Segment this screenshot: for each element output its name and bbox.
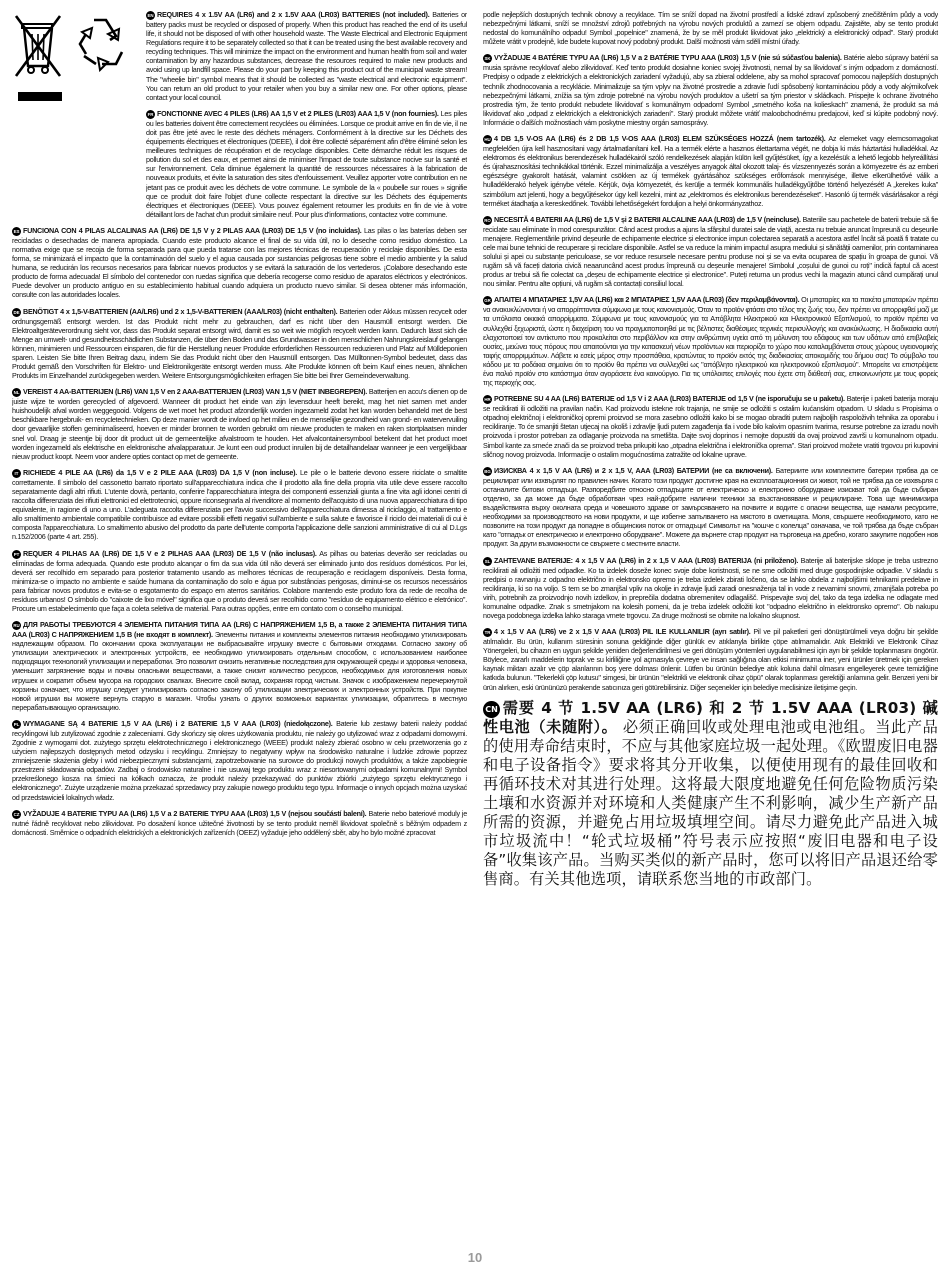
section-body: Batteries or battery packs must be recycled or disposed of properly. When this product has reached the end of its useful life, it should not be disposed of with other household waste. The Waste Electrical and Electronic Equipment Regulations require it to be separately collected so that it can be treated using the best available recovery and recycling techniques. This will minimize the impact on the environment and human health from soil and water contamination by any hazardous substances, decrease the resources required to make new products and avoid using up landfill space. Please do your part by keeping this product out of the municipal waste stream! The "wheelie bin" symbol means that it should be collected as "waste electrical and electronic equipment". You can return an old product to your retailer when you buy a similar new one. For other options, please contact your local council. (146, 10, 467, 102)
section-body: Οι μπαταρίες και τα πακέτα μπαταριών πρέπει να ανακυκλώνονται ή να απορρίπτονται σύμφωνα με τους κανονισμούς. Όταν το προϊόν φτάσει στο τέλος της ζωής του, δεν πρέπει να απορριφθεί μαζί με τα υπόλοιπα οικιακά απορρίμματα. Σύμφωνα με τους κανονισμούς για τα Απόβλητα Ηλεκτρικού και Ηλεκτρονικού Εξοπλισμού, το προϊόν πρέπει να συλλεχθεί ξεχωριστά, ώστε η διαχείριση του να πραγματοποιηθεί με τις βέλτιστες διαθέσιμες τεχνικές περισυλλογής και ανακύκλωσης. Η διαδικασία αυτή ελαχιστοποιεί τον αντίκτυπο που προκαλείται στο περιβάλλον και στην ανθρώπινη υγεία από τη μόλυνση του εδάφους και των υδάτων από επιβλαβείς ουσίες, μειώνει τους πόρους που απαιτούνται για την κατασκευή νέων προϊόντων και περιορίζει το χώρο που καταλαμβάνεται στους χώρους υγειονομικής ταφής απορριμμάτων. Λάβετε κι εσείς μέρος στην προσπάθεια, κρατώντας το προϊόν εκτός της διαδικασίας αποκομιδής του δήμου σας! Το σύμβολο του κάδου με τα ροδάκια σημαίνει ότι το προϊόν θα πρέπει να συλλεχθεί ως "απόβλητο ηλεκτρικού και ηλεκτρονικού εξοπλισμού". Μπορείτε να επιστρέψετε ένα παλιό προϊόν στο κατάστημα όταν αγοράσετε ένα καινούργιο. Για τις υπόλοιπες επιλογές που έχετε στη διάθεσή σας, επικοινωνήστε με τους φορείς της περιοχής σας. (483, 295, 938, 388)
section-heading: POTREBNE SU 4 AA (LR6) BATERIJE od 1,5 V i 2 AAA (LR03) BATERIJE od 1,5 V (ne isporučuju se u paketu). (494, 394, 845, 404)
section-tr (483, 627, 938, 692)
section-heading: 4 DB 1,5 V-OS AA (LR6) és 2 DB 1,5 V-OS AAA (LR03) ELEM SZÜKSÉGES HOZZÁ (nem tartozék). (494, 134, 826, 144)
section-heading: FUNCIONA CON 4 PILAS ALCALINAS AA (LR6) DE 1,5 V y 2 PILAS AAA (LR03) DE 1,5 V (no incluidas). (23, 225, 362, 235)
section-en (146, 10, 467, 102)
section-pt (12, 549, 467, 614)
black-bar-symbol (18, 92, 62, 101)
section-body: Элементы питания и комплекты элементов питания необходимо утилизировать надлежащим образом. По окончании срока эксплуатации не выбрасывайте игрушку вместе с бытовыми отходами. Согласно закону об утилизации электрических и электронных устройств, ее необходимо утилизировать отдельным способом, с использованием наиболее подходящих технологий утилизации и переработки. Это позволит снизить негативные последствия для окружающей среды и здоровья человека, уменьшит загрязнение воды и почвы опасными веществами, а также снизит количество ресурсов, необходимых для изготовления новых игрушек и сократит объем мусора на городских свалках. Внесите свой вклад, сохраняя город чистым. Значок с изображением перечеркнутой корзины означает, что игрушку следует утилизировать согласно закону об утилизации электрических и электронных устройств. При покупке новой игрушки вы можете вернуть старую в магазин. Чтобы узнать о других возможных вариантах утилизации, обратитесь в местную перерабатывающую организацию. (12, 630, 467, 712)
section-body: Baterije i paketi baterija moraju se reciklirati ili odložiti na pravilan način. Kad proizvodu istekne rok trajanja, ne smije se odložiti s ostalim kućanskim otpadom. U skladu s Propisima o otpadnoj električnoj i elektroničkoj opremi proizvod se mora zasebno odložiti kako bi se mogao obraditi putem najboljih raspoloživih tehnika za oporabu i recikliranje. To će smanjiti štetan utjecaj na okoliš i zdravlje ljudi putem zagađenja tla i vode bilo kakvim opasnim tvarima, resurse potrebne za izradu novih proizvoda i prostor potreban za odlaganje proizvoda na smetlišta. Dajte svoj doprinos i nemojte dopustiti da ovaj proizvod završi u komunalnom otpadu. Simbol kante za smeće znači da se proizvod treba prikupiti kao „otpadna električna i elektronička oprema". Stari proizvod možete vratiti trgovcu pri kupovini sličnog novog proizvoda. Informacije o ostalim mogućnostima zatražite od lokalne uprave. (483, 394, 938, 459)
section-cz (12, 809, 467, 837)
section-pl (12, 719, 467, 802)
section-heading: FONCTIONNE AVEC 4 PILES (LR6) AA 1,5 V et 2 PILES (LR03) AAA 1,5 V (non fournies). (157, 108, 439, 118)
language-badge: TR (484, 630, 491, 636)
language-badge: IT (12, 469, 21, 478)
section-heading: ZAHTEVANE BATERIJE: 4 x 1,5 V AA (LR6) in 2 x 1,5 V AAA (LR03) BATERIJA (ni priloženo). (494, 555, 799, 565)
section-body: Baterie nebo bateriové moduly je nutné řádně recyklovat nebo zlikvidovat. Po dosažení konce užitečné životnosti by se tento produkt neměl likvidovat společně s běžným odpadem z domácnosti. Směrnice o odpadních elektrických a elektronických zařízeních (OEEZ) vyžaduje jeho oddělený sběr, aby ho bylo možné zpracovat (12, 808, 467, 837)
section-hu (483, 134, 938, 208)
language-badge: SK (484, 56, 491, 62)
language-badge: SL (484, 558, 491, 564)
section-body: Batérie alebo súpravy batérií sa musia správne recyklovať alebo zlikvidovať. Keď tento produkt dosiahne koniec svojej životnosti, nemal by sa likvidovať s iným odpadom z domácností. Predpisy o odpade z elektrických a elektronických zariadení vyžadujú, aby sa zbieral oddelene, aby sa mohol spracovať pomocou najlepších dostupných techník zhodnocovania a recyklácie. Minimalizuje sa tým vplyv na životné prostredie a zdravie ľudí spôsobený kontamináciou pôdy a vody akýmikoľvek nebezpečnými látkami, znížia sa tým zdroje potrebné na výrobu nových produktov a ušetrí sa tým priestor v skládkach. Prispejte k ochrane životného prostredia tým, že tento produkt nebudete likvidovať s komunálnym odpadom! Symbol „smetného koša na kolieskach" znamená, že produkt sa má likvidovať ako „odpad z elektrických a elektronických zariadení". Starý produkt môžete vrátiť maloobchodnému predajcovi, keď si kúpite podobný nový. Informácie o ďalších možnostiach vám poskytne miestny orgán samosprávy. (483, 53, 938, 127)
language-badge: NL (13, 390, 20, 396)
language-badge: RO (484, 217, 491, 223)
section-body: Az elemeket vagy elemcsomagokat megfelelően újra kell hasznosítani vagy ártalmatlanítani kell. Ha a termék elérte a hasznos élettartama végét, ne dobja ki más háztartási hulladékkal. Az elektromos és elektronikus berendezések hulladékairól szóló rendelkezések alapján külön kell gyűjtésüket, így a kezelésük a lehető legjobb helyreállítási és újrahasznosítási technikákkal történik. Ezzel minimalizálja a veszélyes anyagok által okozott talaj- és vízszennyezés során a környezetre és az emberi egészségre gyakorolt hatását, valamint csökken az új termékek gyártásához szükséges erőforrások mennyisége, illetve elkerülhetővé válik a hulladéklerakó helyek igénybe vétele. Kérjük, övja környezetét, és kerülje a termék kommunális hulladékgyűjtőbe történő helyezését! A „kerekes kuka" szimbólum azt jelenti, hogy a begyűjtésekor úgy kell kezelni, mint az „elektromos és elektronikus berendezéseket". Hasonló új termék vásárlásakor a régi terméket átadhatja a kereskedőnek. További lehetőségekért forduljon a helyi önkormányzathoz. (483, 134, 938, 208)
section-fr (146, 109, 467, 219)
section-ro (483, 215, 938, 289)
section-heading: 4 x 1,5 V AA (LR6) ve 2 x 1,5 V AAA (LR03) PIL ILE KULLANILIR (ayrı satılır). (494, 627, 751, 637)
language-badge: CN (483, 701, 500, 718)
left-column (12, 10, 467, 844)
section-body: Les piles ou les batteries doivent être correctement recyclées ou éliminées. Lorsque ce produit arrive en fin de vie, il ne doit pas être jeté avec le reste des déchets ménagers. Conformément à la directive sur les Déchets des équipements électriques et électroniques (DEEE), il doit être collecté séparément afin d'être éliminé selon les meilleures techniques de récupération et de recyclage disponibles. Cette démarche réduit les risques de pollution du sol et des eaux, et permet ainsi de minimiser l'impact de toute substance nocive sur la santé et sur l'environnement. Cela diminue également la quantité de ressources nécessaires à la fabrication de nouveaux produits, et évite la saturation des sites d'enfouissement. Veuillez apporter votre contribution en ne jetant pas ce produit avec les déchets de votre commune. Le symbole de la « poubelle sur roues » signifie que ce produit doit faire l'objet d'une collecte respectant la directive sur les Déchets des équipements électriques et électroniques (DEEE). Vous pouvez également retourner les produits en fin de vie à votre détaillant lors de l'achat d'un produit similaire neuf. Pour plus d'informations, contactez votre commune. (146, 108, 467, 219)
section-heading: ДЛЯ РАБОТЫ ТРЕБУЮТСЯ 4 ЭЛЕМЕНТА ПИТАНИЯ ТИПА AA (LR6) С НАПРЯЖЕНИЕМ 1,5 В, а также 2 ЭЛЕМЕНТА ПИТАНИЯ ТИПА AAA (LR03) С НАПРЯЖЕНИЕМ 1,5 В (не входят в комплект). (12, 620, 467, 640)
section-hr (483, 394, 938, 459)
section-heading: ИЗИСКВА 4 x 1,5 V AA (LR6) и 2 x 1,5 V, AAA (LR03) БАТЕРИИ (не са включени). (494, 465, 773, 475)
language-badge: RU (13, 623, 20, 629)
language-badge: DE (13, 309, 20, 315)
section-body: Las pilas o las baterías deben ser recicladas o desechadas de manera apropiada. Cuando este producto alcance el final de su vida útil, no lo deseche como residuo doméstico. La normativa exige que se recoja de forma separada para que pueda tratarse con las mejores técnicas de recuperación y reciclaje disponibles. De esta forma, se minimizará el impacto que la contaminación del suelo y el agua causada por sustancias peligrosas tiene sobre el medio ambiente y la salud humana, se reducirán los recursos necesarios para fabricar nuevos productos y se evitará la saturación de los vertederos. ¡Colabore desechando este producto de forma adecuada! El símbolo del contenedor con ruedas significa que debería recogerse como residuo de aparatos eléctricos y electrónicos. Puede devolver un producto antiguo en su establecimiento habitual cuando adquiera un producto nuevo similar. Si desea obtener más información, consulte con las autoridades locales. (12, 225, 467, 300)
recycling-icon (72, 12, 130, 72)
section-heading: VYŽADUJE 4 BATERIE TYPU AA (LR6) 1,5 V a 2 BATERIE TYPU AAA (LR03) 1,5 V (nejsou součástí balení). (23, 808, 367, 818)
section-body: 必须正确回收或处理电池或电池组。当此产品的使用寿命结束时，不应与其他家庭垃圾一起处理。《欧盟废旧电器和电子设备指令》要求将其分开收集，以便使用现有的最佳回收和再循环技术对其进行处理。这将最大限度地避免任何危险物质污染土壤和水资源并对环境和人类健康产生不利影响，减少生产新产品所需的资源，并避免占用垃圾填埋空间。请尽力避免此产品进入城市垃圾流中！“轮式垃圾桶”符号表示应按照“废旧电器和电子设备”收集该产品。当购买类似的新产品时，您可以将旧产品退还给零售商。有关其他选项，请联系您当地的市政部门。 (483, 717, 938, 888)
section-continued (483, 10, 938, 46)
section-de (12, 307, 467, 381)
language-badge: PT (13, 551, 20, 557)
section-body: Bateriile sau pachetele de baterii trebuie să fie reciclate sau eliminate în mod corespunzător. Când acest produs a ajuns la sfârșitul duratei sale de viață, acesta nu trebuie aruncat împreună cu deșeurile menajere. Reglementările privind deșeurile de echipamente electrice și electronice impun colectarea separată a acestora astfel încât să poată fi tratate cu cele mai bune tehnici de recuperare și reciclare disponibile. Astfel se va reduce la minim impactul asupra mediului și sănătății oamenilor, prin contaminarea solului și apei cu substanțe periculoase, se vor reduce resursele necesare pentru produse noi și se va evita ocuparea de spațiu în groapa de gunoi. Vă rugăm să vă faceți datoria civică neaaruncând acest produs împreună cu deșeurile menajere! Simbolul „coșului de gunoi cu roți" indică faptul că acest produs ar trebui să fie colectat ca „deșeu de echipamente electrice și electronice". Puteți returna un produs vechi la magazin atunci când cumpărați unul nou similar. Pentru alte opțiuni, vă rugăm să contactați consiliul local. (483, 214, 938, 289)
section-sk (483, 53, 938, 127)
page-number: 10 (467, 1250, 483, 1265)
section-gr (483, 295, 938, 387)
right-column (483, 10, 938, 896)
section-nl (12, 387, 467, 461)
language-badge: HR (484, 397, 491, 403)
crossed-out-wheelie-bin-icon (14, 14, 68, 86)
section-body: Le pile o le batterie devono essere riciclate o smaltite correttamente. Il simbolo del cassonetto barrato riportato sull'apparecchiatura indica che il prodotto alla fine della propria vita utile deve essere raccolto separatamente dagli altri rifiuti. L'utente dovrà, pertanto, conferire l'apparecchiatura integra dei componenti essenziali giunta a fine vita agli idonei centri di raccolta differenziata dei rifiuti elettronici ed elettrotecnici, oppure riconsegnarla al rivenditore al momento dell'acquisto di una nuova apparecchiatura di tipo equivalente, in ragione di uno a uno. L'adeguata raccolta differenziata per l'avvio successivo dell'apparecchiatura dimessa al riciclaggio, al trattamento e allo smaltimento ambientale compatibile contribuisce ad evitare possibili effetti negativi sull'ambiente e sulla salute e favorisce il riciclo dei materiali di cui è composta l'apparecchiatura. Lo smaltimento abusivo del prodotto da parte dell'utente comporta l'applicazione delle sanzioni amministrative di cui al D.Lgs n.152/2006 (parte 4 art. 255). (12, 467, 467, 542)
language-badge: HU (484, 137, 491, 143)
section-heading: REQUER 4 PILHAS AA (LR6) DE 1,5 V e 2 PILHAS AAA (LR03) DE 1,5 V (não inclusas). (23, 548, 317, 558)
section-heading: VYŽADUJE 4 BATÉRIE TYPU AA (LR6) 1,5 V a 2 BATÉRIE TYPU AAA (LR03) 1,5 V (nie sú súčasťou balenia). (494, 53, 842, 63)
language-badge: FR (147, 111, 154, 117)
section-body: Baterije ali baterijske sklope je treba ustrezno reciklirati ali odložiti med odpadke. Ko ta izdelek doseže konec svoje dobe koristnosti, se ne sme odložiti med druge gospodinjske odpadke. V skladu s predpisi o ravnanju z odpadno električno in elektronsko opremo je treba izdelek zbirati ločeno, da se lahko obdela z najboljšimi tehnikami predelave in recikliranja, ki so na voljo. S tem se bo zmanjšal vpliv na okolje in zdravje ljudi zaradi onesnaženja tal in vode z nevarnimi snovmi, zmanjšala potreba po virih, potrebnih za proizvodnjo novih izdelkov, in preprečila dodatna obremenitev odlagališč. Prispevajte svoj del, tako da tega izdelka ne odlagate med komunalne odpadke. Znak s smetnjakom na kolesih pomeni, da je treba izdelek odložiti kot "odpadno električno in elektronsko opremo". Ob nakupu novega podobnega izdelka lahko staraga vrnete trgovcu. Za druge možnosti se obrnite na lokalno skupnost. (483, 555, 938, 620)
section-heading: VEREIST 4 AA-BATTERIJEN (LR6) VAN 1,5 V en 2 AAA-BATTERIJEN (LR03) VAN 1,5 V (NIET INBEGREPEN). (23, 387, 368, 397)
disposal-symbols (12, 10, 140, 108)
section-body: Baterie lub zestawy baterii należy poddać recyklingowi lub zutylizować zgodnie z zaleceniami. Gdy skończy się okres użytkowania produktu, nie należy go utylizować wraz z odpadami domowymi. Zgodnie z wymogami dot. zużytego sprzętu elektrotechnicznego i elektronicznego (WEEE) produkt należy zbierać osobno w celu przetworzenia go z użyciem najlepszych dostępnych metod odzysku i recyklingu. Zmniejszy to negatywny wpływ na środowisko naturalne i ludzkie zdrowie poprzez zmniejszenie skażenia gleby i wód niebezpiecznymi substancjami, zapotrzebowanie na surowce do produkcji nowych produktów, a także zapobiegnie przestrzeni składowania odpadów. Zadbaj o środowisko naturalne i nie usuwaj tego produktu wraz z niesortowanymi odpadami komunalnymi! Symbol przekreślonego kosza na śmieci na kółkach oznacza, że produkt należy przekazywać do punktów zbiórki „zużytego sprzętu elektrycznego i elektronicznego". Zużyte urządzenie można przekazać sprzedawcy przy zakupie nowego produktu tego typu. Informacje o innych opcjach można uzyskać od przedstawicieli lokalnych władz. (12, 718, 467, 802)
language-badge: EN (147, 13, 154, 18)
section-body: Pil ve pil paketleri geri dönüştürülmeli veya doğru bir şekilde atılmalıdır. Bu ürün, kullanım süresinin sonuna geldiğinde diğer günlük ev atıklarıyla birlikte çöpe atılmamalıdır. Atık Elektrikli ve Elektronik Cihaz Yönergeleri, bu cihazın en uygun şekilde yeniden değerlendirilmesi ve geri dönüşüm yöntemleri uygulanabilmesi için ayrı bir şekilde toplanmasını öngörür. Böylece, zararlı maddelerin toprak ve su kirliliğine yol açmasıyla çevreye ve insan sağlığına olan etkisi minimuma iner, yeni ürünler üretmek için gereken kaynak miktarı azalır ve çöp alanlarının boş yere dolması önlenir. Lütfen bu ürünün belediye atık koluna dahil olmasını engelleyerek çevre temizliğine katkıda bulunun. "Tekerlekli çöp kutusu" simgesi, bir ürünün "elektrikli ve elektronik cihaz çöpü" olarak toplanması gerektiği anlamına gelir. Benzeri yeni bir ürün alırken, eski ürününüzü perakende satıcınıza geri götürebilirsiniz. Diğer seçenekler için belediye meclisinize iletişime geçin. (483, 627, 938, 692)
section-body: Батериите или комплектите батерии трябва да се рециклират или изхвърлят по правилен начин. Когато този продукт достигне края на експлоатационния си живот, той не трябва да се изхвърля с останалите битови отпадъци. Разпоредбите относно отпадъците от електрическо и електронно оборудване изискват той да бъде събиран отделно, за да може да бъде обработван чрез най-добрите налични техники за възстановяване и рециклиране. Това ще минимизира въздействията върху околната среда и човешкото здраве от замърсяването на почвите и водите с опасни вещества, ще намали ресурсите, необходими за производството на нови продукти, и ще избегне запълването на мястото в сметищата. Моля, свършете необходимото, като не позволите на този продукт да попадне в общинския поток от отпадъци! Символът на "кошче с колелца" означава, че той трябва да бъде събран като "отпадък от електрическо и електронно оборудване". Можете да върнете стар продукт на търговеца на дребно, когато закупите подобен нов продукт. За други възможности се свържете с местните власти. (483, 465, 938, 549)
section-heading: NECESITĂ 4 BATERII AA (LR6) de 1,5 V și 2 BATERII ALCALINE AAA (LR03) de 1,5 V (neincluse). (494, 214, 801, 224)
language-badge: ES (13, 228, 20, 234)
section-heading: 需要 4 节 1.5V AA (LR6) 和 2 节 1.5V AAA (LR03) 碱性电池（未随附）。 (483, 698, 938, 736)
section-heading: BENÖTIGT 4 x 1,5-V-BATTERIEN (AA/LR6) und 2 x 1,5-V-BATTERIEN (AAA/LR03) (nicht enthalten). (23, 306, 338, 316)
section-bg (483, 466, 938, 549)
section-cn (483, 699, 938, 889)
section-ru (12, 620, 467, 712)
section-heading: ΑΠΑΙΤΕΙ 4 ΜΠΑΤΑΡΙΕΣ 1,5V AA (LR6) και 2 ΜΠΑΤΑΡΙΕΣ 1,5V AAA (LR03) (δεν περιλαμβάνονται). (494, 295, 800, 305)
section-es (12, 226, 467, 300)
section-body: podle nejlepších dostupných technik obnovy a recyklace. Tím se sníží dopad na životní prostředí a lidské zdraví způsobený znečištěním půdy a vody nebezpečnými látkami, sníží se množství zdrojů potřebných na výrobu nových produktů a zamezí se objem odpadu. Zajistěte, aby se tento produkt nedostal do komunálního odpadu! Symbol „popelnice" znamená, že by se měl produkt likvidovat jako „elektrický a elektronický odpad". Starý produkt můžete vrátit v prodejně, kde budete kupovat nový podobný produkt. Další možnosti vám sdělí místní úřady. (483, 10, 938, 47)
language-badge: PL (13, 721, 20, 727)
section-body: Batterien oder Akkus müssen recycelt oder ordnungsgemäß entsorgt werden. Ist das Produkt nicht mehr zu gebrauchen, darf es nicht über den Hausmüll entsorgt werden. Die Elektroaltgeräteverordnung sieht vor, dass das Produkt separat entsorgt wird, damit es so weit wie möglich recycelt werden kann. Dadurch lässt sich die Menge an umwelt- und gesundheitsschädlichen Substanzen, die über den Boden und das Grundwasser in den menschlichen Nahrungskreislauf gelangen können, minimieren und Ressourcen einsparen, die für die Herstellung neuer Produkte erforderlichen Ressourcen reduzieren und Platz auf Mülldeponien sparen. Leisten Sie bitte Ihren Beitrag dazu, indem Sie das Produkt nicht über den Hausmüll entsorgen. Das Mülltonnen-Symbol bedeutet, dass das Produkt gemäß den Vorschriften für Elektro- und Elektronikgeräte entsorgt werden muss. Alte Produkte können oft beim Kauf eines neuen, ähnlichen Produkts im Einzelhandel zurückgegeben werden. Weitere Entsorgungsmöglichkeiten erfragen Sie bitte bei Ihrer Gemeindeverwaltung. (12, 306, 467, 381)
language-badge: CZ (13, 811, 20, 817)
section-it (12, 468, 467, 542)
section-body: Batterijen en accu's dienen op de juiste wijze te worden gerecycled of afgevoerd. Wanneer dit product het einde van zijn levensduur heeft bereikt, mag het niet samen met ander huishoudelijk afval worden weggegooid. Volgens de wet moet het product afzonderlijk worden ingezameld zodat het kan worden behandeld met de best beschikbare hergebruik- en recycletechnieken. Op deze manier wordt de invloed op het milieu en de menselijke gezondheid van grond- en watervervuiling door gevaarlijke stoffen geminimaliseerd, hoeven er minder bronnen te worden gebruikt om nieuwe producten te maken en raken stortplaatsen minder snel vol. Draag je steentje bij door dit product uit de gemeentelijke afvalstroom te houden. Het afvalcontainersymbool betekent dat het product moet worden ingezameld als elektrische en elektronische afvalapparatuur. Je kunt een oud product inruilen bij de detailhandelaar wanneer je een vergelijkbaar nieuw product koopt. Neem voor andere opties contact op met de gemeente. (12, 387, 467, 461)
section-heading: WYMAGANE SĄ 4 BATERIE 1,5 V AA (LR6) i 2 BATERIE 1,5 V AAA (LR03) (niedołączone). (23, 718, 333, 728)
language-badge: BG (484, 468, 491, 474)
section-body: As pilhas ou baterias deverão ser recicladas ou eliminadas de forma adequada. Quando este produto alcançar o fim da sua vida útil não deverá ser eliminado junto dos resíduos domésticos. Por lei, deverá ser recolhido em separado para posterior tratamento usando as melhores técnicas de recuperação e reciclagem disponíveis. Desta forma, minimiza-se o impacto no ambiente e saúde humana da contaminação do solo e água por substâncias perigosas, diminui-se os recursos necessários para fabricar novos produtos e evita-se o esgotamento do espaço em aterros sanitários. Colabore mantendo este produto fora da rede de recolha de resíduos urbanos! O símbolo do "caixote de lixo móvel" significa que o produto deverá ser recolhido como "resíduo de equipamento elétrico e eletrónico". Procure um estabelecimento que faça a coleta seletiva de material. Para outras opções, entre em contato com o conselho municipal. (12, 548, 467, 613)
section-sl (483, 556, 938, 621)
section-heading: REQUIRES 4 x 1.5V AA (LR6) and 2 x 1.5V AAA (LR03) BATTERIES (not included). (157, 10, 430, 19)
language-badge: GR (484, 298, 491, 304)
section-heading: RICHIEDE 4 PILE AA (LR6) da 1,5 V e 2 PILE AAA (LR03) DA 1,5 V (non incluse). (23, 467, 297, 477)
